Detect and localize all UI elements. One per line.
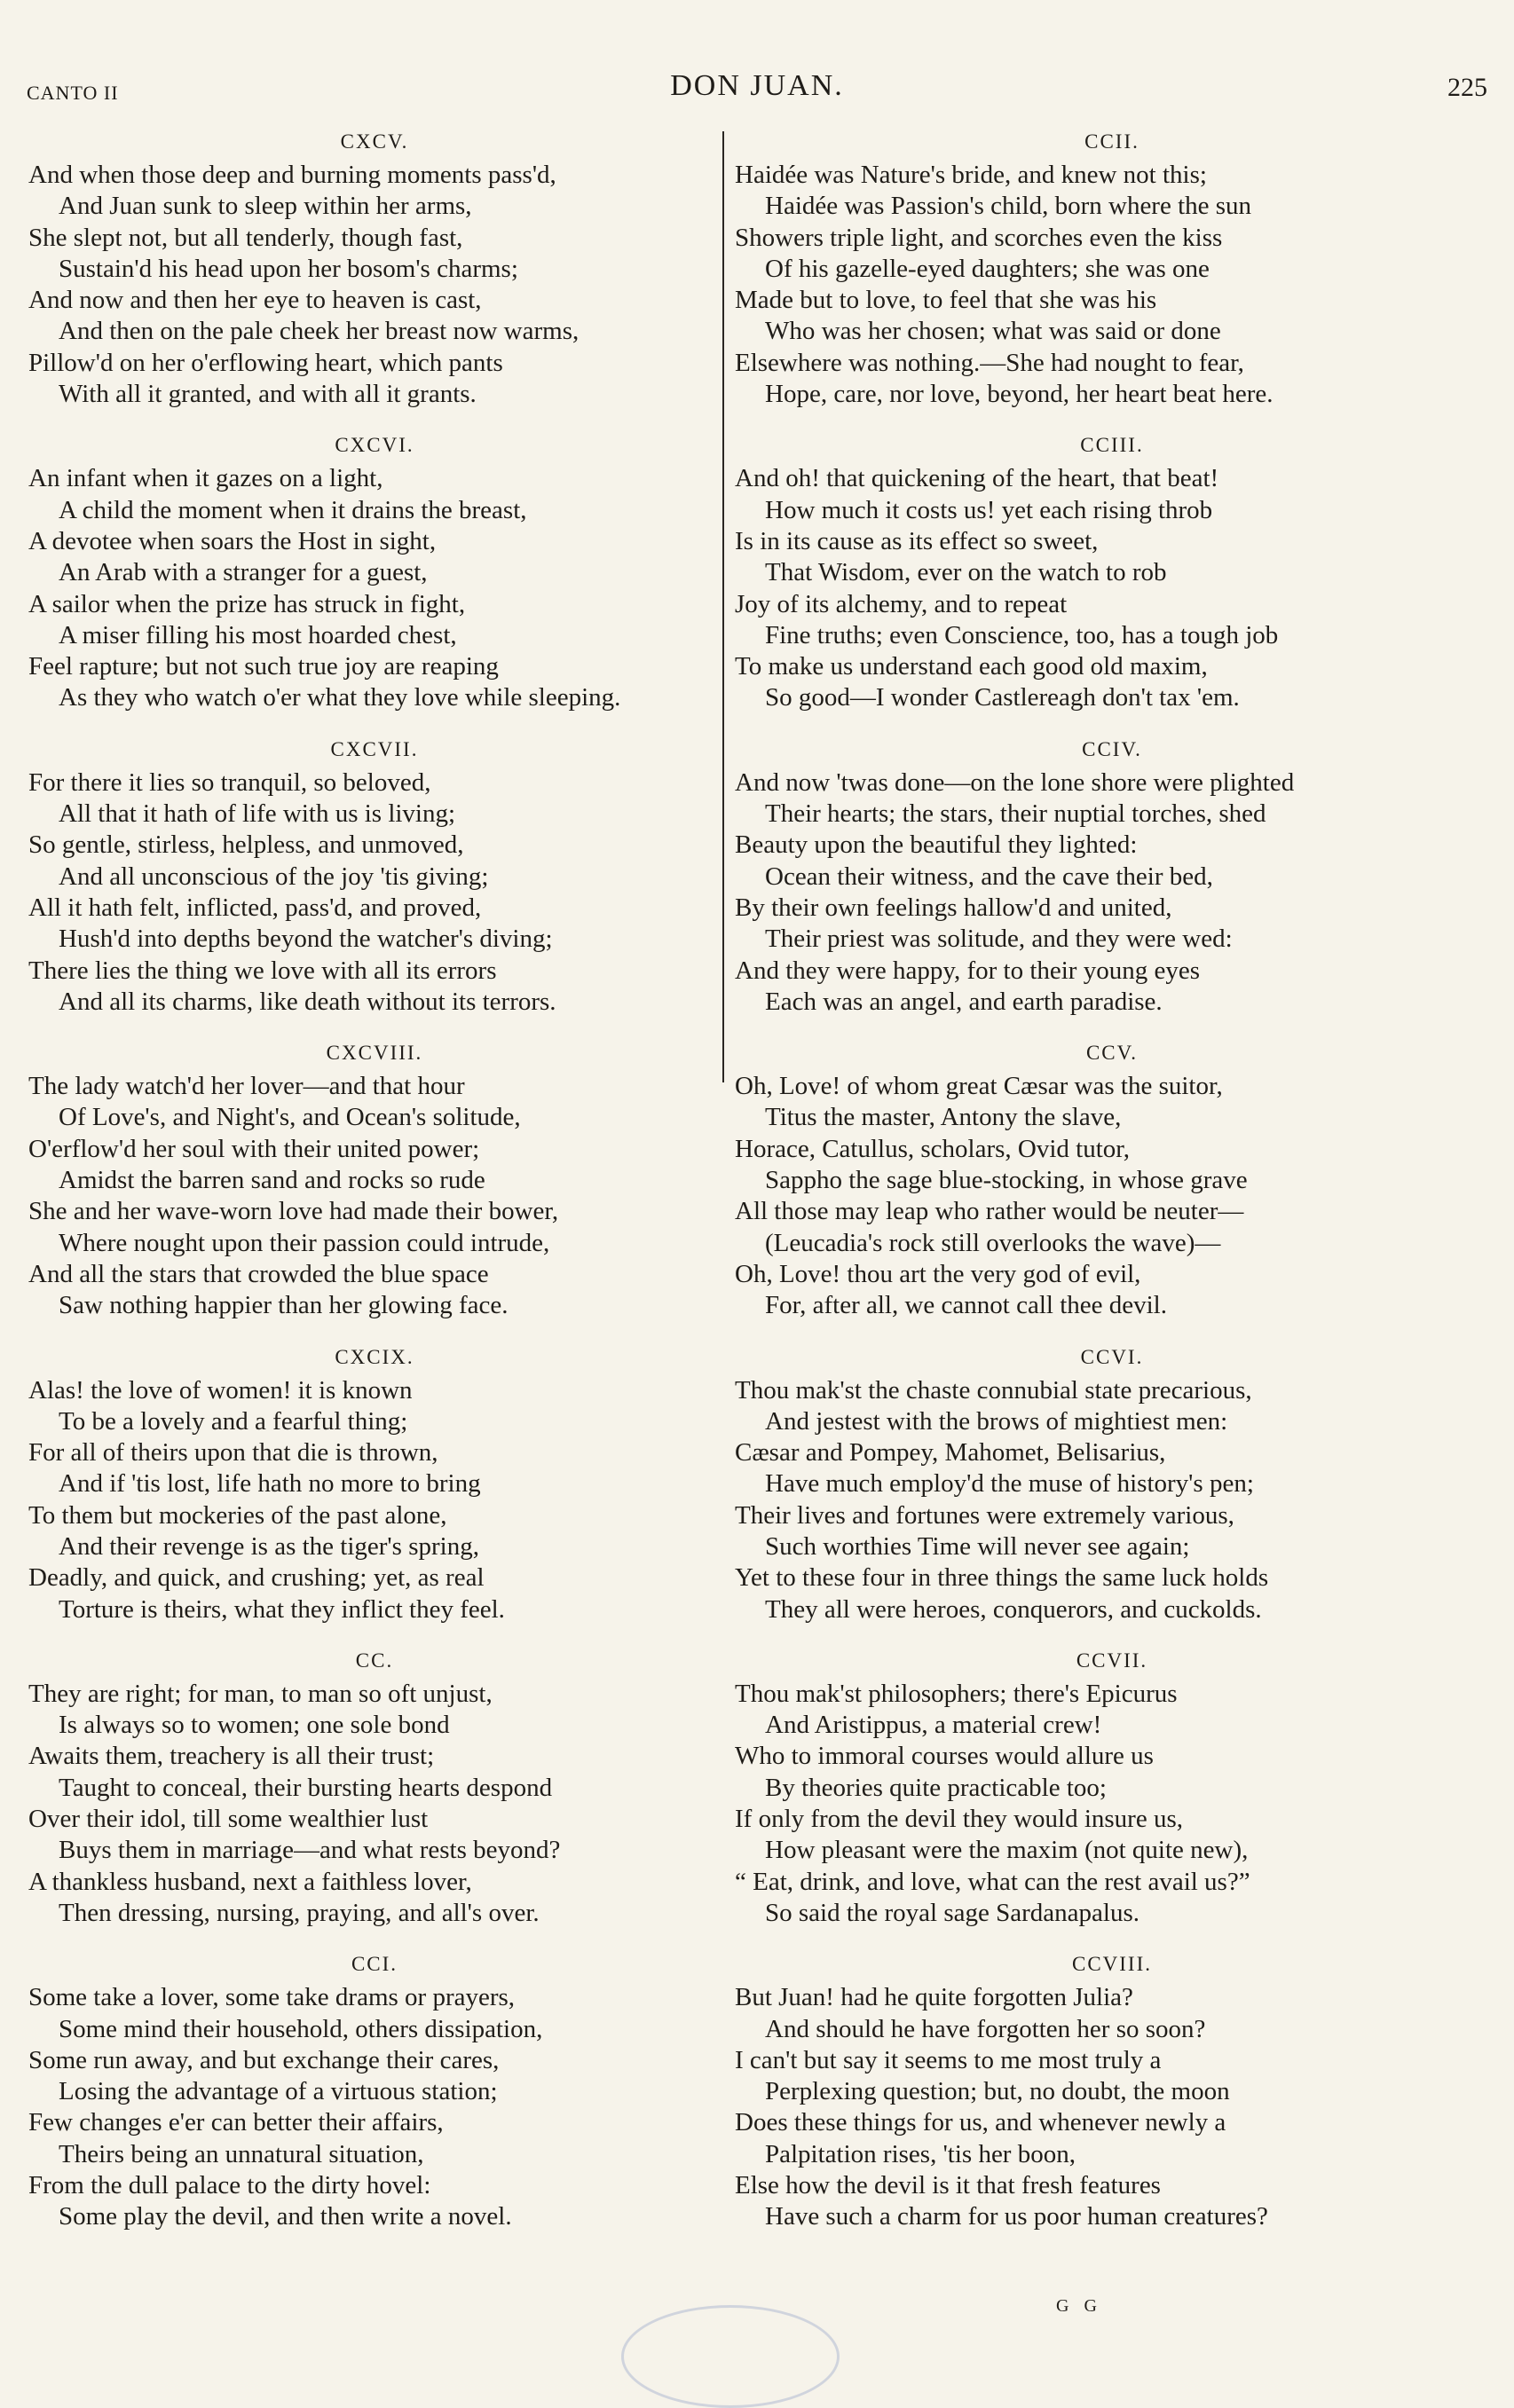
verse-line: Oh, Love! of whom great Cæsar was the suitor,: [735, 1072, 1223, 1101]
stanza-number: CCII.: [1084, 130, 1139, 153]
verse-line: Fine truths; even Conscience, too, has a tough job: [765, 620, 1279, 649]
verse-line: Pillow'd on her o'erflowing heart, which pants: [28, 348, 503, 377]
verse-line: Ocean their witness, and the cave their bed,: [765, 862, 1213, 891]
verse-line: Saw nothing happier than her glowing face.: [59, 1291, 509, 1320]
verse-line: Deadly, and quick, and crushing; yet, as real: [28, 1563, 485, 1593]
verse-line: Who to immoral courses would allure us: [735, 1742, 1154, 1771]
verse-line: They all were heroes, conquerors, and cuckolds.: [765, 1594, 1262, 1624]
verse-line: With all it granted, and with all it grants.: [59, 380, 477, 409]
verse-line: Perplexing question; but, no doubt, the moon: [765, 2077, 1230, 2106]
stanza-number: CXCIX.: [335, 1345, 414, 1368]
verse-line: And then on the pale cheek her breast now warms,: [59, 317, 580, 346]
verse-line: Palpitation rises, 'tis her boon,: [765, 2139, 1076, 2168]
verse-line: Over their idol, till some wealthier lust: [28, 1805, 429, 1834]
verse-line: And oh! that quickening of the heart, that beat!: [735, 464, 1219, 493]
column-divider: [722, 131, 724, 1082]
verse-line: Alas! the love of women! it is known: [28, 1375, 413, 1405]
verse-line: Have much employ'd the muse of history's pen;: [765, 1469, 1254, 1499]
verse-line: All it hath felt, inflicted, pass'd, and proved,: [28, 893, 482, 922]
verse-line: So good—I wonder Castlereagh don't tax 'em.: [765, 683, 1240, 712]
verse-line: Sappho the sage blue-stocking, in whose grave: [765, 1166, 1248, 1195]
verse-line: She slept not, but all tenderly, though fast,: [28, 223, 463, 252]
stanza: [28, 1035, 721, 1321]
verse-line: How pleasant were the maxim (not quite new),: [765, 1836, 1249, 1865]
verse-line: A devotee when soars the Host in sight,: [28, 526, 437, 555]
verse-line: Have such a charm for us poor human creatures?: [765, 2202, 1268, 2231]
verse-line: They are right; for man, to man so oft unjust,: [28, 1679, 493, 1708]
page-number: 225: [1447, 73, 1487, 102]
verse-line: There lies the thing we love with all its errors: [28, 956, 497, 985]
verse-line: And they were happy, for to their young eyes: [735, 956, 1200, 985]
stanza-number: CXCV.: [340, 130, 409, 153]
verse-line: “ Eat, drink, and love, what can the rest avail us?”: [735, 1867, 1250, 1896]
verse-line: Theirs being an unnatural situation,: [59, 2139, 424, 2168]
verse-line: Some mind their household, others dissipation,: [59, 2014, 543, 2043]
verse-line: To make us understand each good old maxim,: [735, 652, 1208, 681]
verse-line: Then dressing, nursing, praying, and all's over.: [59, 1898, 540, 1927]
stanza-number: CCVII.: [1076, 1649, 1148, 1672]
verse-line: Does these things for us, and whenever newly a: [735, 2108, 1226, 2137]
verse-line: Titus the master, Antony the slave,: [765, 1103, 1122, 1132]
stanza-number: CCIII.: [1080, 434, 1144, 457]
verse-line: An Arab with a stranger for a guest,: [59, 558, 428, 587]
stanza-number: CCI.: [351, 1953, 398, 1976]
verse-line: Losing the advantage of a virtuous station;: [59, 2077, 498, 2106]
verse-line: Yet to these four in three things the same luck holds: [735, 1563, 1269, 1593]
verse-line: Hush'd into depths beyond the watcher's diving;: [59, 925, 553, 954]
stanza-number: CCVIII.: [1071, 1953, 1153, 1976]
stanza: [735, 1947, 1489, 2232]
verse-line: Each was an angel, and earth paradise.: [765, 987, 1163, 1016]
stanza: [735, 732, 1489, 1018]
verse-line: Their hearts; the stars, their nuptial torches, shed: [765, 799, 1266, 829]
verse-line: Is in its cause as its effect so sweet,: [735, 526, 1099, 555]
verse-line: Taught to conceal, their bursting hearts despond: [59, 1773, 553, 1802]
verse-line: For all of theirs upon that die is thrown,: [28, 1438, 438, 1468]
canto-label: CANTO II: [27, 82, 119, 104]
verse-line: And all its charms, like death without its terrors.: [59, 987, 556, 1016]
verse-line: Showers triple light, and scorches even the kiss: [735, 223, 1223, 252]
verse-line: Is always so to women; one sole bond: [59, 1711, 450, 1740]
verse-line: All that it hath of life with us is living;: [59, 799, 456, 829]
verse-line: Their lives and fortunes were extremely various,: [735, 1500, 1234, 1530]
verse-line: Such worthies Time will never see again;: [765, 1531, 1190, 1561]
stanza-number: CXCVIII.: [326, 1042, 423, 1065]
stanza: [28, 1643, 721, 1929]
verse-line: Amidst the barren sand and rocks so rude: [59, 1166, 485, 1195]
stanza-number: CC.: [355, 1649, 394, 1672]
verse-line: A sailor when the prize has struck in fight,: [28, 589, 466, 618]
running-head: [27, 69, 1487, 105]
verse-line: Elsewhere was nothing.—She had nought to fear,: [735, 348, 1244, 377]
verse-line: From the dull palace to the dirty hovel:: [28, 2171, 431, 2200]
verse-line: To them but mockeries of the past alone,: [28, 1500, 447, 1530]
verse-line: For, after all, we cannot call thee devil.: [765, 1291, 1167, 1320]
stanza-number: CCIV.: [1082, 737, 1142, 760]
verse-line: Some play the devil, and then write a novel.: [59, 2202, 512, 2231]
verse-line: And if 'tis lost, life hath no more to bring: [59, 1469, 481, 1499]
stanza: [735, 1340, 1489, 1625]
verse-line: All those may leap who rather would be neuter—: [735, 1197, 1244, 1226]
left-column: [28, 124, 721, 2251]
verse-line: Cæsar and Pompey, Mahomet, Belisarius,: [735, 1438, 1166, 1468]
verse-line: For there it lies so tranquil, so beloved,: [28, 767, 431, 797]
verse-line: Awaits them, treachery is all their trust;: [28, 1742, 435, 1771]
verse-line: How much it costs us! yet each rising throb: [765, 495, 1213, 524]
verse-line: To be a lovely and a fearful thing;: [59, 1406, 408, 1436]
stanza: [735, 1035, 1489, 1321]
verse-line: That Wisdom, ever on the watch to rob: [765, 558, 1167, 587]
verse-line: Buys them in marriage—and what rests beyond?: [59, 1836, 561, 1865]
verse-line: Some run away, and but exchange their cares,: [28, 2045, 500, 2074]
verse-line: Of his gazelle-eyed daughters; she was one: [765, 254, 1210, 283]
verse-line: And Juan sunk to sleep within her arms,: [59, 192, 472, 221]
verse-line: And all unconscious of the joy 'tis giving;: [59, 862, 489, 891]
verse-line: As they who watch o'er what they love while sleeping.: [59, 683, 621, 712]
verse-line: And Aristippus, a material crew!: [765, 1711, 1102, 1740]
library-stamp: [621, 2305, 840, 2408]
verse-line: And now and then her eye to heaven is cast,: [28, 286, 482, 315]
stanza: [28, 1340, 721, 1625]
verse-line: Joy of its alchemy, and to repeat: [735, 589, 1068, 618]
verse-line: Oh, Love! thou art the very god of evil,: [735, 1259, 1141, 1288]
verse-line: A thankless husband, next a faithless lover,: [28, 1867, 472, 1896]
verse-line: Where nought upon their passion could intrude,: [59, 1228, 550, 1257]
verse-line: Sustain'd his head upon her bosom's charms;: [59, 254, 518, 283]
verse-line: A child the moment when it drains the breast,: [59, 495, 527, 524]
verse-line: Made but to love, to feel that she was his: [735, 286, 1157, 315]
verse-line: Hope, care, nor love, beyond, her heart beat here.: [765, 380, 1273, 409]
right-column: [735, 124, 1489, 2251]
verse-line: Haidée was Nature's bride, and knew not this;: [735, 161, 1207, 189]
stanza: [28, 124, 721, 410]
signature-mark: G G: [1056, 2296, 1102, 2316]
verse-line: An infant when it gazes on a light,: [28, 464, 383, 493]
verse-line: Their priest was solitude, and they were wed:: [765, 925, 1233, 954]
verse-line: Some take a lover, some take drams or prayers,: [28, 1983, 516, 2012]
verse-line: A miser filling his most hoarded chest,: [59, 620, 457, 649]
verse-line: Few changes e'er can better their affairs,: [28, 2108, 444, 2137]
verse-line: Horace, Catullus, scholars, Ovid tutor,: [735, 1134, 1131, 1163]
stanza-number: CCVI.: [1080, 1345, 1144, 1368]
stanza: [28, 1947, 721, 2232]
verse-line: Thou mak'st the chaste connubial state precarious,: [735, 1375, 1252, 1405]
stanza-number: CXCVI.: [335, 434, 414, 457]
book-title: DON JUAN.: [670, 69, 844, 102]
stanza: [735, 428, 1489, 713]
verse-line: Who was her chosen; what was said or done: [765, 317, 1221, 346]
verse-line: And their revenge is as the tiger's spring,: [59, 1531, 479, 1561]
verse-line: And when those deep and burning moments pass'd,: [28, 161, 556, 189]
verse-line: By theories quite practicable too;: [765, 1773, 1107, 1802]
verse-line: Else how the devil is it that fresh features: [735, 2171, 1161, 2200]
verse-line: Of Love's, and Night's, and Ocean's solitude,: [59, 1103, 521, 1132]
verse-line: So said the royal sage Sardanapalus.: [765, 1898, 1140, 1927]
stanza-number: CCV.: [1085, 1042, 1139, 1065]
verse-line: She and her wave-worn love had made their bower,: [28, 1197, 559, 1226]
stanza: [735, 1643, 1489, 1929]
verse-line: And jestest with the brows of mightiest men:: [765, 1406, 1228, 1436]
verse-line: (Leucadia's rock still overlooks the wave)—: [765, 1228, 1221, 1257]
verse-line: Beauty upon the beautiful they lighted:: [735, 830, 1138, 860]
verse-line: Haidée was Passion's child, born where the sun: [765, 192, 1252, 221]
stanza: [735, 124, 1489, 410]
verse-line: Torture is theirs, what they inflict they feel.: [59, 1594, 505, 1624]
verse-line: And should he have forgotten her so soon?: [765, 2014, 1206, 2043]
verse-line: If only from the devil they would insure us,: [735, 1805, 1183, 1834]
verse-line: I can't but say it seems to me most truly a: [735, 2045, 1162, 2074]
stanza: [28, 732, 721, 1018]
stanza-number: CXCVII.: [330, 737, 419, 760]
verse-line: And now 'twas done—on the lone shore were plighted: [735, 767, 1295, 797]
verse-line: And all the stars that crowded the blue space: [28, 1259, 489, 1288]
verse-line: So gentle, stirless, helpless, and unmoved,: [28, 830, 464, 860]
verse-line: Thou mak'st philosophers; there's Epicurus: [735, 1679, 1178, 1708]
verse-line: The lady watch'd her lover—and that hour: [28, 1072, 465, 1101]
verse-line: O'erflow'd her soul with their united power;: [28, 1134, 480, 1163]
verse-line: But Juan! had he quite forgotten Julia?: [735, 1983, 1133, 2012]
stanza: [28, 428, 721, 713]
verse-line: By their own feelings hallow'd and united,: [735, 893, 1172, 922]
verse-line: Feel rapture; but not such true joy are reaping: [28, 652, 499, 681]
